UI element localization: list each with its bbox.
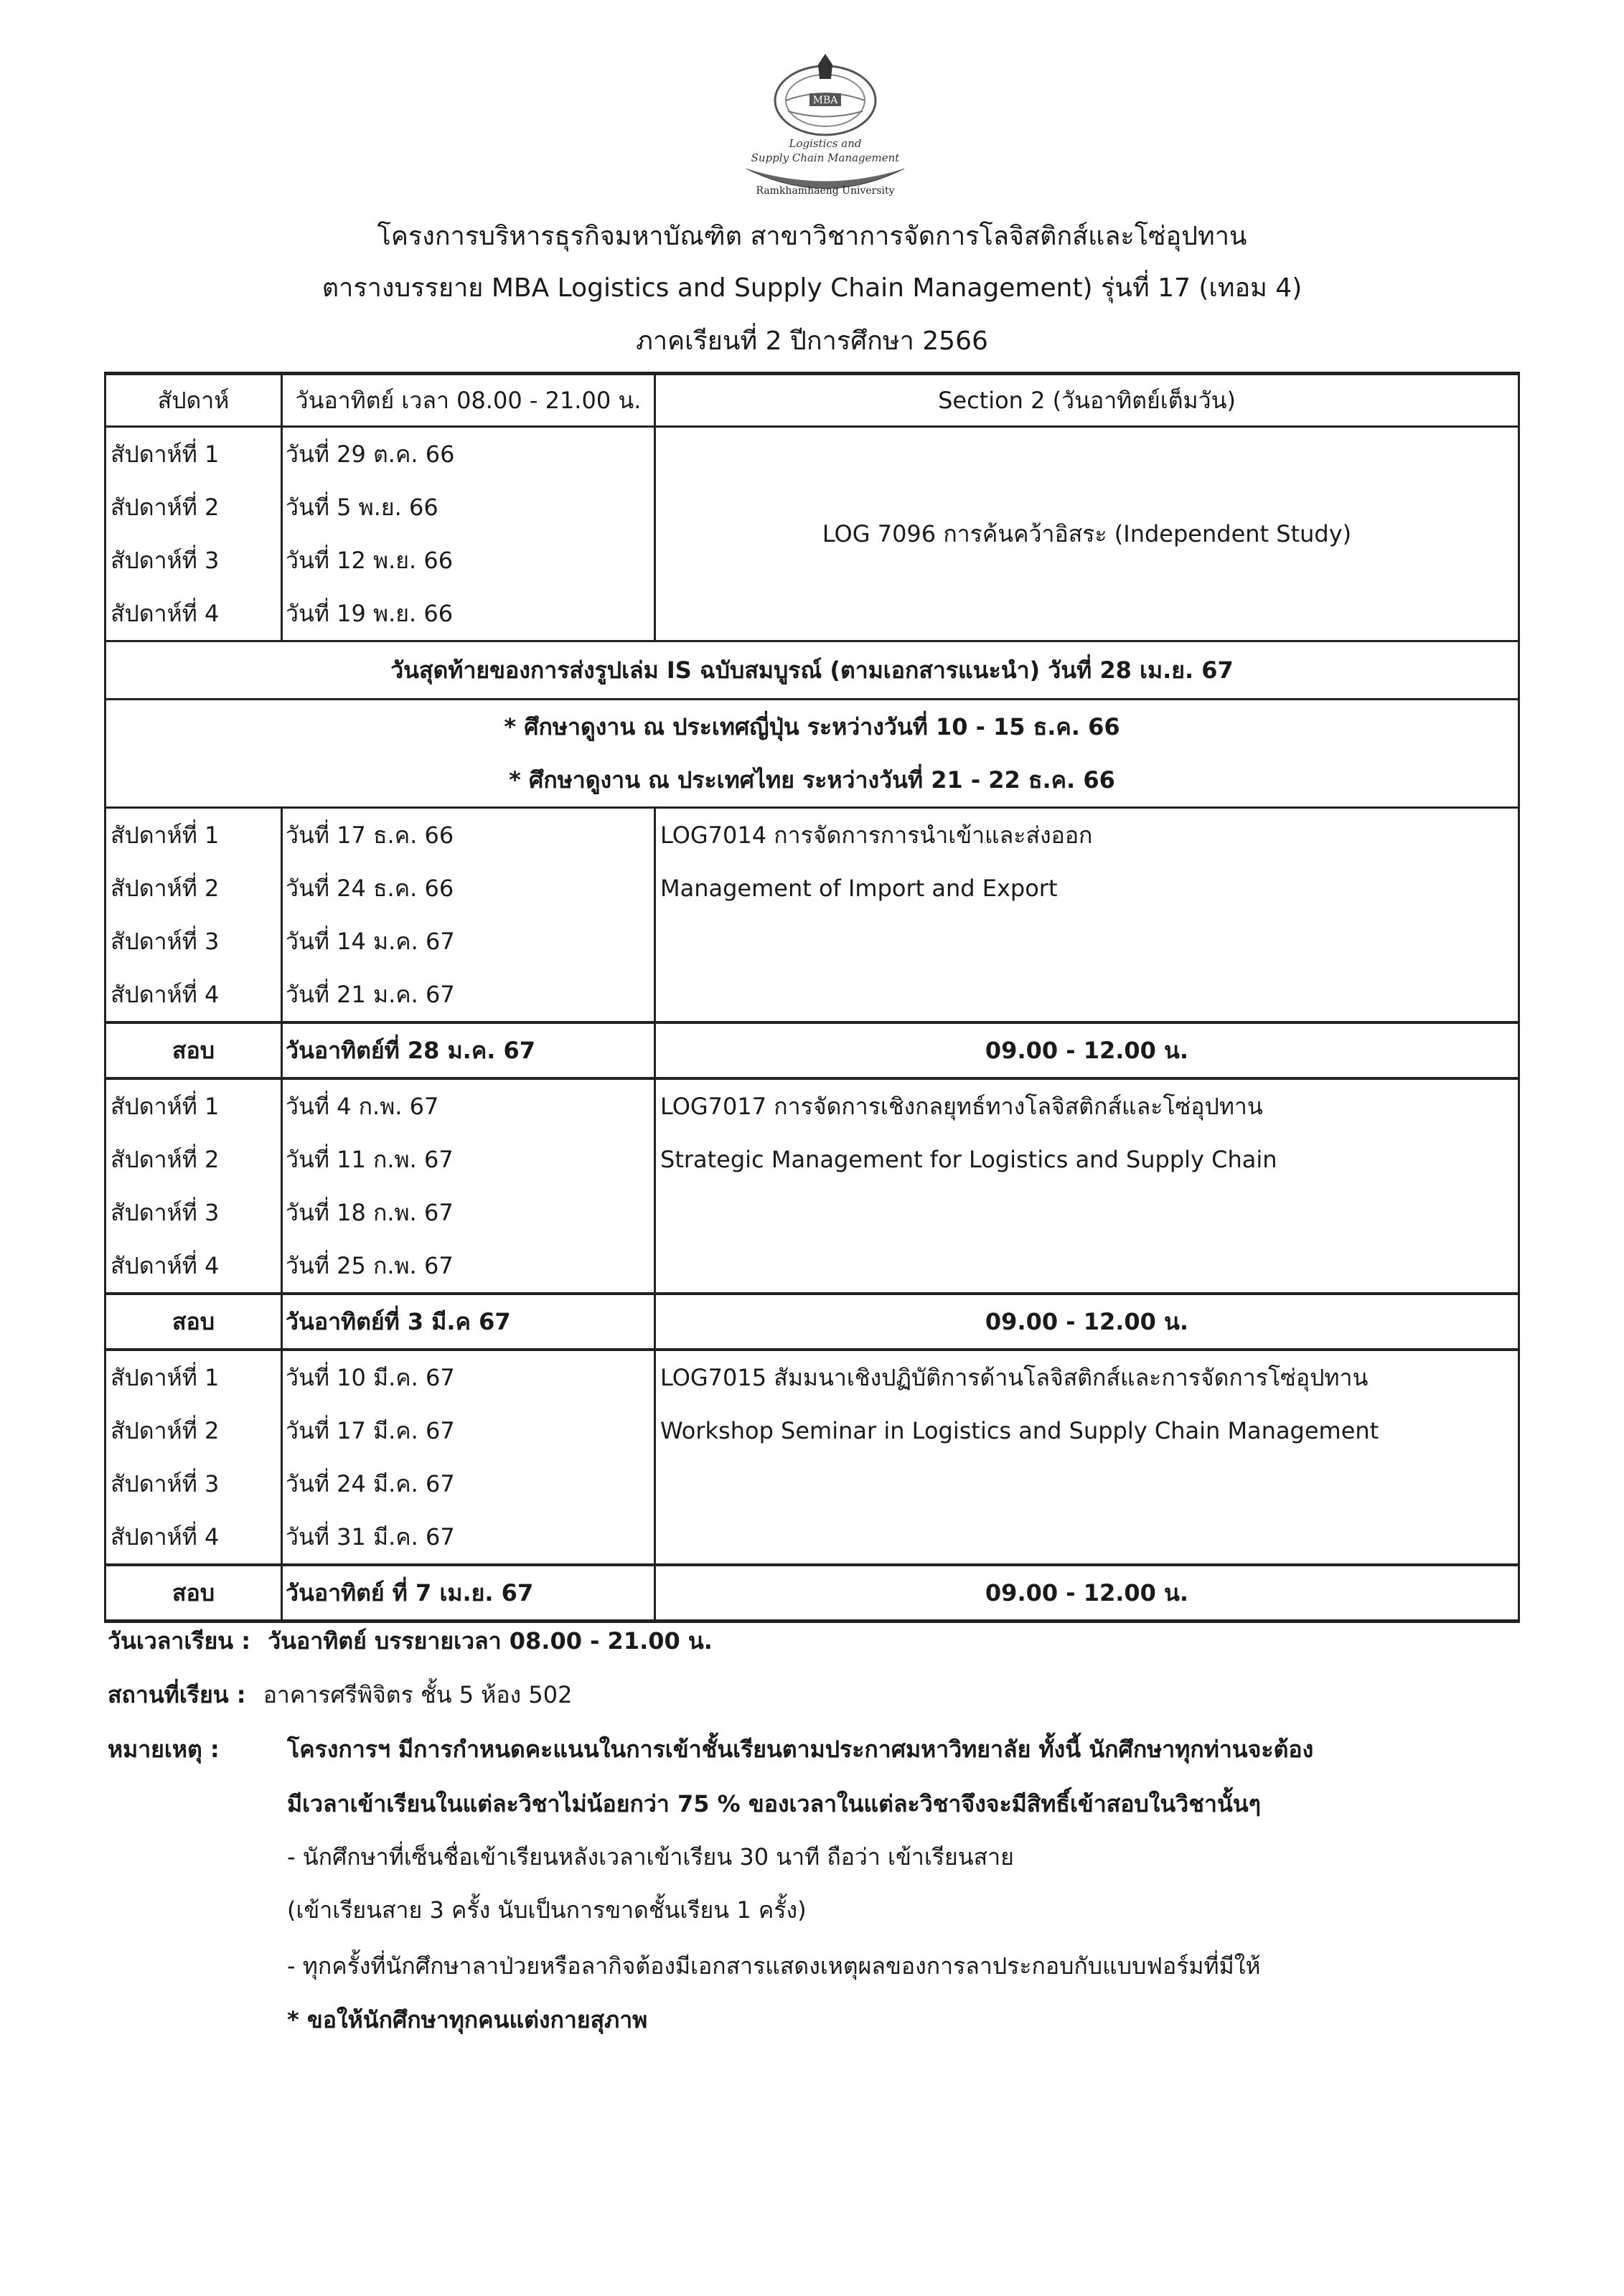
svg-text:MBA: MBA <box>812 95 838 106</box>
empty-cell <box>655 1186 1519 1239</box>
empty-cell <box>655 915 1519 968</box>
course-name-cell: Workshop Seminar in Logistics and Supply Chain Management <box>655 1404 1519 1457</box>
empty-cell <box>655 1510 1519 1565</box>
exam-row <box>105 1022 1519 1078</box>
svg-text:Logistics and: Logistics and <box>789 137 862 150</box>
note-line-6: * ขอให้นักศึกษาทุกคนแต่งกายสุภาพ <box>287 2006 648 2033</box>
course-name-cell: Strategic Management for Logistics and Supply Chain <box>655 1133 1519 1186</box>
time-label: วันเวลาเรียน : <box>108 1627 251 1655</box>
table-row <box>105 1457 1519 1510</box>
week-cell: สัปดาห์ที่ 2 <box>105 862 282 915</box>
exam-date: วันอาทิตย์ที่ 28 ม.ค. 67 <box>282 1022 655 1078</box>
date-cell: วันที่ 10 มี.ค. 67 <box>282 1350 655 1404</box>
deadline-text: วันสุดท้ายของการส่งรูปเล่ม IS ฉบับสมบูรณ์ (ตามเอกสารแนะนำ) วันที่ 28 เม.ย. 67 <box>105 641 1519 700</box>
study-visit-japan: * ศึกษาดูงาน ณ ประเทศญี่ปุ่น ระหว่างวันที่ 10 - 15 ธ.ค. 66 <box>105 700 1519 754</box>
week-cell: สัปดาห์ที่ 2 <box>105 1404 282 1457</box>
heading-line-3: ภาคเรียนที่ 2 ปีการศึกษา 2566 <box>636 326 988 356</box>
exam-time: 09.00 - 12.00 น. <box>655 1565 1519 1622</box>
exam-label: สอบ <box>105 1022 282 1078</box>
svg-text:Supply Chain Management: Supply Chain Management <box>751 151 900 164</box>
week-cell: สัปดาห์ที่ 4 <box>105 587 282 641</box>
place-value: อาคารศรีพิจิตร ชั้น 5 ห้อง 502 <box>263 1681 573 1708</box>
note-line-5: - ทุกครั้งที่นักศึกษาลาป่วยหรือลากิจต้องมีเอกสารแสดงเหตุผลของการลาประกอบกับแบบฟอร์มที่มีให้ <box>287 1952 1261 1980</box>
week-cell: สัปดาห์ที่ 3 <box>105 534 282 587</box>
study-visit-row <box>105 753 1519 808</box>
date-cell: วันที่ 17 ธ.ค. 66 <box>282 808 655 862</box>
table-row <box>105 915 1519 968</box>
week-cell: สัปดาห์ที่ 4 <box>105 1239 282 1294</box>
study-visit-thailand: * ศึกษาดูงาน ณ ประเทศไทย ระหว่างวันที่ 21 - 22 ธ.ค. 66 <box>105 753 1519 808</box>
table-row <box>105 968 1519 1022</box>
week-cell: สัปดาห์ที่ 1 <box>105 427 282 481</box>
table-row <box>105 1186 1519 1239</box>
date-cell: วันที่ 25 ก.พ. 67 <box>282 1239 655 1294</box>
exam-date: วันอาทิตย์ที่ 3 มี.ค 67 <box>282 1294 655 1350</box>
date-cell: วันที่ 21 ม.ค. 67 <box>282 968 655 1022</box>
note-label: หมายเหตุ : <box>108 1736 220 1763</box>
week-cell: สัปดาห์ที่ 1 <box>105 1078 282 1133</box>
col-header-week: สัปดาห์ <box>105 374 282 427</box>
table-row <box>105 808 1519 862</box>
date-cell: วันที่ 12 พ.ย. 66 <box>282 534 655 587</box>
week-cell: สัปดาห์ที่ 1 <box>105 808 282 862</box>
week-cell: สัปดาห์ที่ 3 <box>105 1457 282 1510</box>
week-cell: สัปดาห์ที่ 4 <box>105 1510 282 1565</box>
table-row <box>105 1133 1519 1186</box>
time-value: วันอาทิตย์ บรรยายเวลา 08.00 - 21.00 น. <box>268 1627 713 1655</box>
date-cell: วันที่ 17 มี.ค. 67 <box>282 1404 655 1457</box>
date-cell: วันที่ 11 ก.พ. 67 <box>282 1133 655 1186</box>
empty-cell <box>655 1457 1519 1510</box>
date-cell: วันที่ 31 มี.ค. 67 <box>282 1510 655 1565</box>
footer-time <box>108 1623 713 1660</box>
deadline-row <box>105 641 1519 700</box>
note-line-4: (เข้าเรียนสาย 3 ครั้ง นับเป็นการขาดชั้นเรียน 1 ครั้ง) <box>287 1896 807 1924</box>
exam-label: สอบ <box>105 1565 282 1622</box>
date-cell: วันที่ 24 มี.ค. 67 <box>282 1457 655 1510</box>
note-line-2: มีเวลาเข้าเรียนในแต่ละวิชาไม่น้อยกว่า 75 % ของเวลาในแต่ละวิชาจึงจะมีสิทธิ์เข้าสอบในวิชานั้นๆ <box>287 1790 1261 1817</box>
heading-line-1: โครงการบริหารธุรกิจมหาบัณฑิต สาขาวิชาการจัดการโลจิสติกส์และโซ่อุปทาน <box>377 222 1247 251</box>
mba-logo <box>718 50 933 208</box>
week-cell: สัปดาห์ที่ 2 <box>105 1133 282 1186</box>
table-row <box>105 1404 1519 1457</box>
note-line-3: - นักศึกษาที่เซ็นชื่อเข้าเรียนหลังเวลาเข้าเรียน 30 นาที ถือว่า เข้าเรียนสาย <box>287 1843 1014 1871</box>
date-cell: วันที่ 18 ก.พ. 67 <box>282 1186 655 1239</box>
date-cell: วันที่ 24 ธ.ค. 66 <box>282 862 655 915</box>
exam-row <box>105 1565 1519 1622</box>
week-cell: สัปดาห์ที่ 3 <box>105 915 282 968</box>
heading-line-2: ตารางบรรยาย MBA Logistics and Supply Chain Management) รุ่นที่ 17 (เทอม 4) <box>321 273 1303 303</box>
place-label: สถานที่เรียน : <box>108 1681 246 1708</box>
table-row <box>105 1510 1519 1565</box>
exam-date: วันอาทิตย์ ที่ 7 เม.ย. 67 <box>282 1565 655 1622</box>
study-visit-row <box>105 700 1519 754</box>
course-code-cell: LOG7014 การจัดการการนำเข้าและส่งออก <box>655 808 1519 862</box>
table-row <box>105 427 1519 481</box>
exam-row <box>105 1294 1519 1350</box>
empty-cell <box>655 1239 1519 1294</box>
footer-place <box>108 1677 572 1713</box>
week-cell: สัปดาห์ที่ 4 <box>105 968 282 1022</box>
table-row <box>105 1078 1519 1133</box>
exam-time: 09.00 - 12.00 น. <box>655 1294 1519 1350</box>
course-cell: LOG 7096 การค้นคว้าอิสระ (Independent Study) <box>655 427 1519 641</box>
footer-note <box>108 1731 220 1768</box>
course-name-cell: Management of Import and Export <box>655 862 1519 915</box>
table-header-row <box>105 374 1519 427</box>
table-row <box>105 1350 1519 1404</box>
course-code-cell: LOG7015 สัมมนาเชิงปฏิบัติการด้านโลจิสติกส์และการจัดการโซ่อุปทาน <box>655 1350 1519 1404</box>
week-cell: สัปดาห์ที่ 2 <box>105 481 282 534</box>
course-code-cell: LOG7017 การจัดการเชิงกลยุทธ์ทางโลจิสติกส์และโซ่อุปทาน <box>655 1078 1519 1133</box>
date-cell: วันที่ 5 พ.ย. 66 <box>282 481 655 534</box>
date-cell: วันที่ 19 พ.ย. 66 <box>282 587 655 641</box>
table-row <box>105 1239 1519 1294</box>
schedule-table <box>104 372 1520 1623</box>
week-cell: สัปดาห์ที่ 1 <box>105 1350 282 1404</box>
date-cell: วันที่ 29 ต.ค. 66 <box>282 427 655 481</box>
empty-cell <box>655 968 1519 1022</box>
date-cell: วันที่ 14 ม.ค. 67 <box>282 915 655 968</box>
exam-label: สอบ <box>105 1294 282 1350</box>
exam-time: 09.00 - 12.00 น. <box>655 1022 1519 1078</box>
col-header-section: Section 2 (วันอาทิตย์เต็มวัน) <box>655 374 1519 427</box>
note-line-1: โครงการฯ มีการกำหนดคะแนนในการเข้าชั้นเรียนตามประกาศมหาวิทยาลัย ทั้งนี้ นักศึกษาทุกท่านจะต้อง <box>287 1736 1314 1763</box>
table-row <box>105 862 1519 915</box>
week-cell: สัปดาห์ที่ 3 <box>105 1186 282 1239</box>
col-header-date: วันอาทิตย์ เวลา 08.00 - 21.00 น. <box>282 374 655 427</box>
date-cell: วันที่ 4 ก.พ. 67 <box>282 1078 655 1133</box>
svg-text:Ramkhamhaeng University: Ramkhamhaeng University <box>756 185 895 197</box>
